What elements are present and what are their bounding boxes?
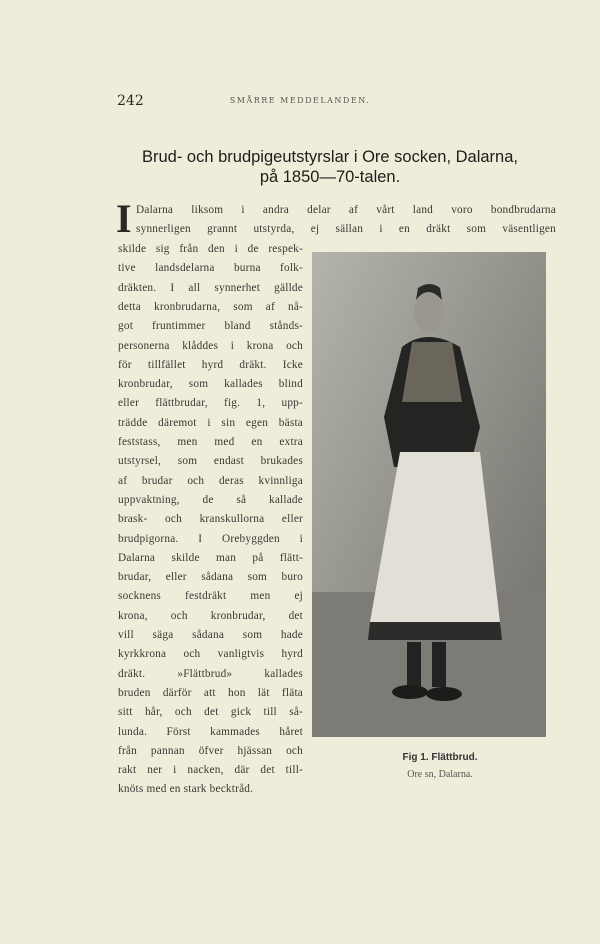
body-line: rakt ner i nacken, där det till- bbox=[118, 764, 303, 777]
body-line: dräkt. »Flättbrud» kallades bbox=[118, 667, 303, 680]
body-line: från pannan öfver hjässan och bbox=[118, 744, 303, 757]
body-line: socknens festdräkt men ej bbox=[118, 590, 303, 603]
body-line: sitt hår, och det gick till så- bbox=[118, 706, 303, 719]
body-line: lunda. Först kammades håret bbox=[118, 725, 303, 738]
woman-in-folk-costume-image bbox=[312, 252, 546, 737]
body-line: detta kronbrudarna, som af nå- bbox=[118, 300, 303, 313]
body-line: trädde däremot i sin egen bästa bbox=[118, 416, 303, 429]
body-line: brask- och kranskullorna eller bbox=[118, 513, 303, 526]
body-line: tive landsdelarna burna folk- bbox=[118, 262, 303, 275]
body-line: bruden därför att hon lät fläta bbox=[118, 686, 303, 699]
body-line: skilde sig från den i de respek- bbox=[118, 243, 303, 255]
drop-cap: I bbox=[116, 196, 132, 241]
body-line: kyrkkrona och vanligtvis hyrd bbox=[118, 648, 303, 661]
running-head: SMÅRRE MEDDELANDEN. bbox=[229, 96, 371, 105]
body-line: feststass, men med en extra bbox=[118, 436, 303, 448]
body-line: eller flättbrudar, fig. 1, upp- bbox=[118, 397, 303, 410]
figure-photo bbox=[312, 252, 546, 737]
body-line: dräkten. I all synnerhet gällde bbox=[118, 281, 303, 294]
article-title bbox=[100, 147, 560, 187]
body-line: Dalarna skilde man på flätt- bbox=[118, 551, 303, 564]
body-line: af brudar och deras kvinnliga bbox=[118, 474, 303, 487]
title-line-1: Brud- och brudpigeutstyrslar i Ore socken, Dalarna, bbox=[141, 148, 518, 166]
body-line: knöts med en stark becktråd. bbox=[118, 783, 254, 796]
body-line: utstyrsel, som endast brukades bbox=[118, 455, 303, 468]
figure-subcaption: Ore sn, Dalarna. bbox=[407, 769, 473, 780]
body-line: brudpigorna. I Orebyggden i bbox=[118, 532, 303, 545]
body-line: brudar, eller sådana som buro bbox=[118, 571, 303, 584]
page-number: 242 bbox=[117, 93, 144, 109]
body-line: personerna klåddes i krona och bbox=[118, 339, 303, 352]
body-line: för tillfället hyrd dräkt. Icke bbox=[118, 358, 303, 371]
body-line: kronbrudar, som kallades blind bbox=[118, 378, 303, 391]
body-line: uppvaktning, de så kallade bbox=[118, 493, 303, 506]
title-line-2: på 1850—70-talen. bbox=[259, 168, 401, 186]
body-line: vill säga sådana som hade bbox=[118, 629, 303, 641]
body-line: krona, och kronbrudar, det bbox=[118, 609, 303, 622]
figure-caption: Fig 1. Flättbrud. bbox=[402, 752, 478, 763]
body-line: got fruntimmer bland stånds- bbox=[118, 320, 303, 333]
body-line: Dalarna liksom i andra delar af vårt land voro bondbrudarna bbox=[136, 204, 556, 216]
body-line: synnerligen grannt utstyrda, ej sällan i en dräkt som väsentligen bbox=[136, 223, 556, 235]
